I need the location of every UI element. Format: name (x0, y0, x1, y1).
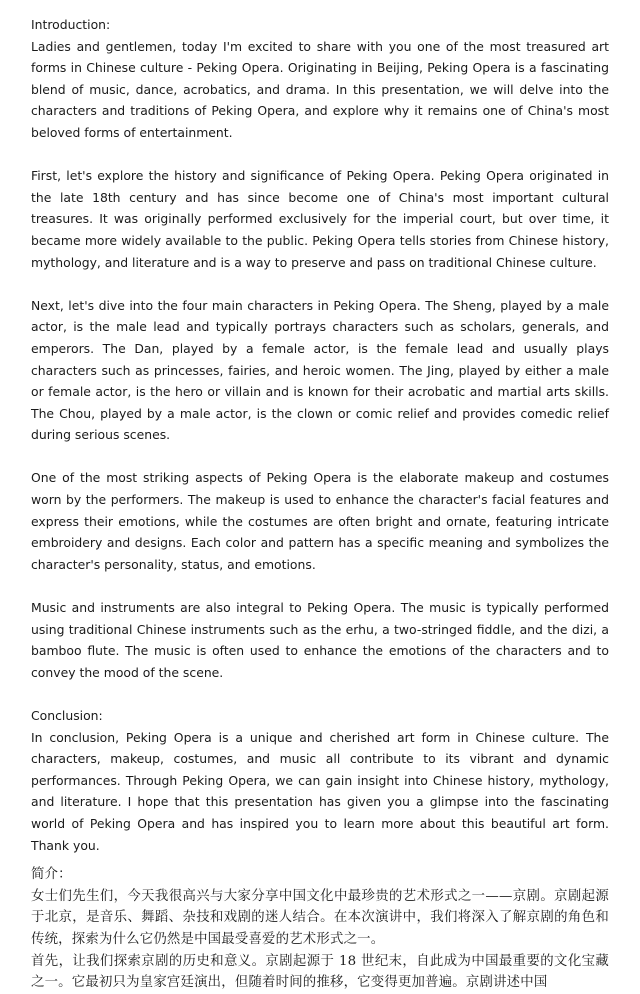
intro-paragraph: Ladies and gentlemen, today I'm excited to share with you one of the most treasured art forms in Chinese culture - Peking Opera. Originating in Beijing, Peking Opera is a fascinating blend of music, dance, acrobatics, and drama. In this presentation, we will delve into the characters and traditions of Peking Opera, and explore why it remains one of China's most beloved forms of entertainment. (31, 38, 609, 140)
conclusion-heading: Conclusion: (31, 708, 103, 723)
paragraph-gap (31, 446, 609, 468)
chinese-section (31, 864, 609, 994)
chinese-history-paragraph: 首先，让我们探索京剧的历史和意义。京剧起源于 18 世纪末，自此成为中国最重要的文化宝藏之一。它最初只为皇家宫廷演出，但随着时间的推移，它变得更加普遍。京剧讲述中国 (31, 953, 609, 991)
chinese-intro-paragraph: 女士们先生们，今天我很高兴与大家分享中国文化中最珍贵的艺术形式之一——京剧。京剧起源于北京，是音乐、舞蹈、杂技和戏剧的迷人结合。在本次演讲中，我们将深入了解京剧的角色和传统，探索为什么它仍然是中国最受喜爱的艺术形式之一。 (31, 888, 609, 947)
music-paragraph: Music and instruments are also integral to Peking Opera. The music is typically performed using traditional Chinese instruments such as the erhu, a two-stringed fiddle, and the dizi, a bamboo flute. The music is often used to enhance the emotions of the characters and to convey the mood of the scene. (31, 600, 609, 680)
paragraph-gap (31, 575, 609, 597)
paragraph-gap (31, 683, 609, 705)
intro-heading: Introduction: (31, 17, 111, 32)
conclusion-paragraph: In conclusion, Peking Opera is a unique and cherished art form in Chinese culture. The characters, makeup, costumes, and music all contribute to its vibrant and dynamic performances. Through Peking Opera, we can gain insight into Chinese history, mythology, and literature. I hope that this presentation has given you a glimpse into the fascinating world of Peking Opera and has inspired you to learn more about this beautiful art form. Thank you. (31, 729, 609, 853)
paragraph-gap (31, 144, 609, 166)
paragraph-gap (31, 273, 609, 295)
makeup-paragraph: One of the most striking aspects of Peking Opera is the elaborate makeup and costumes worn by the performers. The makeup is used to enhance the character's facial features and express their emotions, while the costumes are often bright and ornate, featuring intricate embroidery and designs. Each color and pattern has a specific meaning and symbolizes the character's personality, status, and emotions. (31, 470, 609, 572)
chinese-intro-heading: 简介： (31, 867, 72, 883)
document-body (31, 14, 609, 994)
characters-paragraph: Next, let's dive into the four main characters in Peking Opera. The Sheng, played by a male actor, is the male lead and typically portrays characters such as scholars, generals, and emperors. The Dan, played by a female actor, is the female lead and usually plays characters such as princesses, fairies, and heroic women. The Jing, played by either a male or female actor, is the hero or villain and is known for their acrobatic and martial arts skills. The Chou, played by a male actor, is the clown or comic relief and provides comedic relief during serious scenes. (31, 297, 609, 443)
history-paragraph: First, let's explore the history and significance of Peking Opera. Peking Opera originated in the late 18th century and has since become one of China's most important cultural treasures. It was originally performed exclusively for the imperial court, but over time, it became more widely available to the public. Peking Opera tells stories from Chinese history, mythology, and literature and is a way to preserve and pass on traditional Chinese culture. (31, 168, 609, 270)
